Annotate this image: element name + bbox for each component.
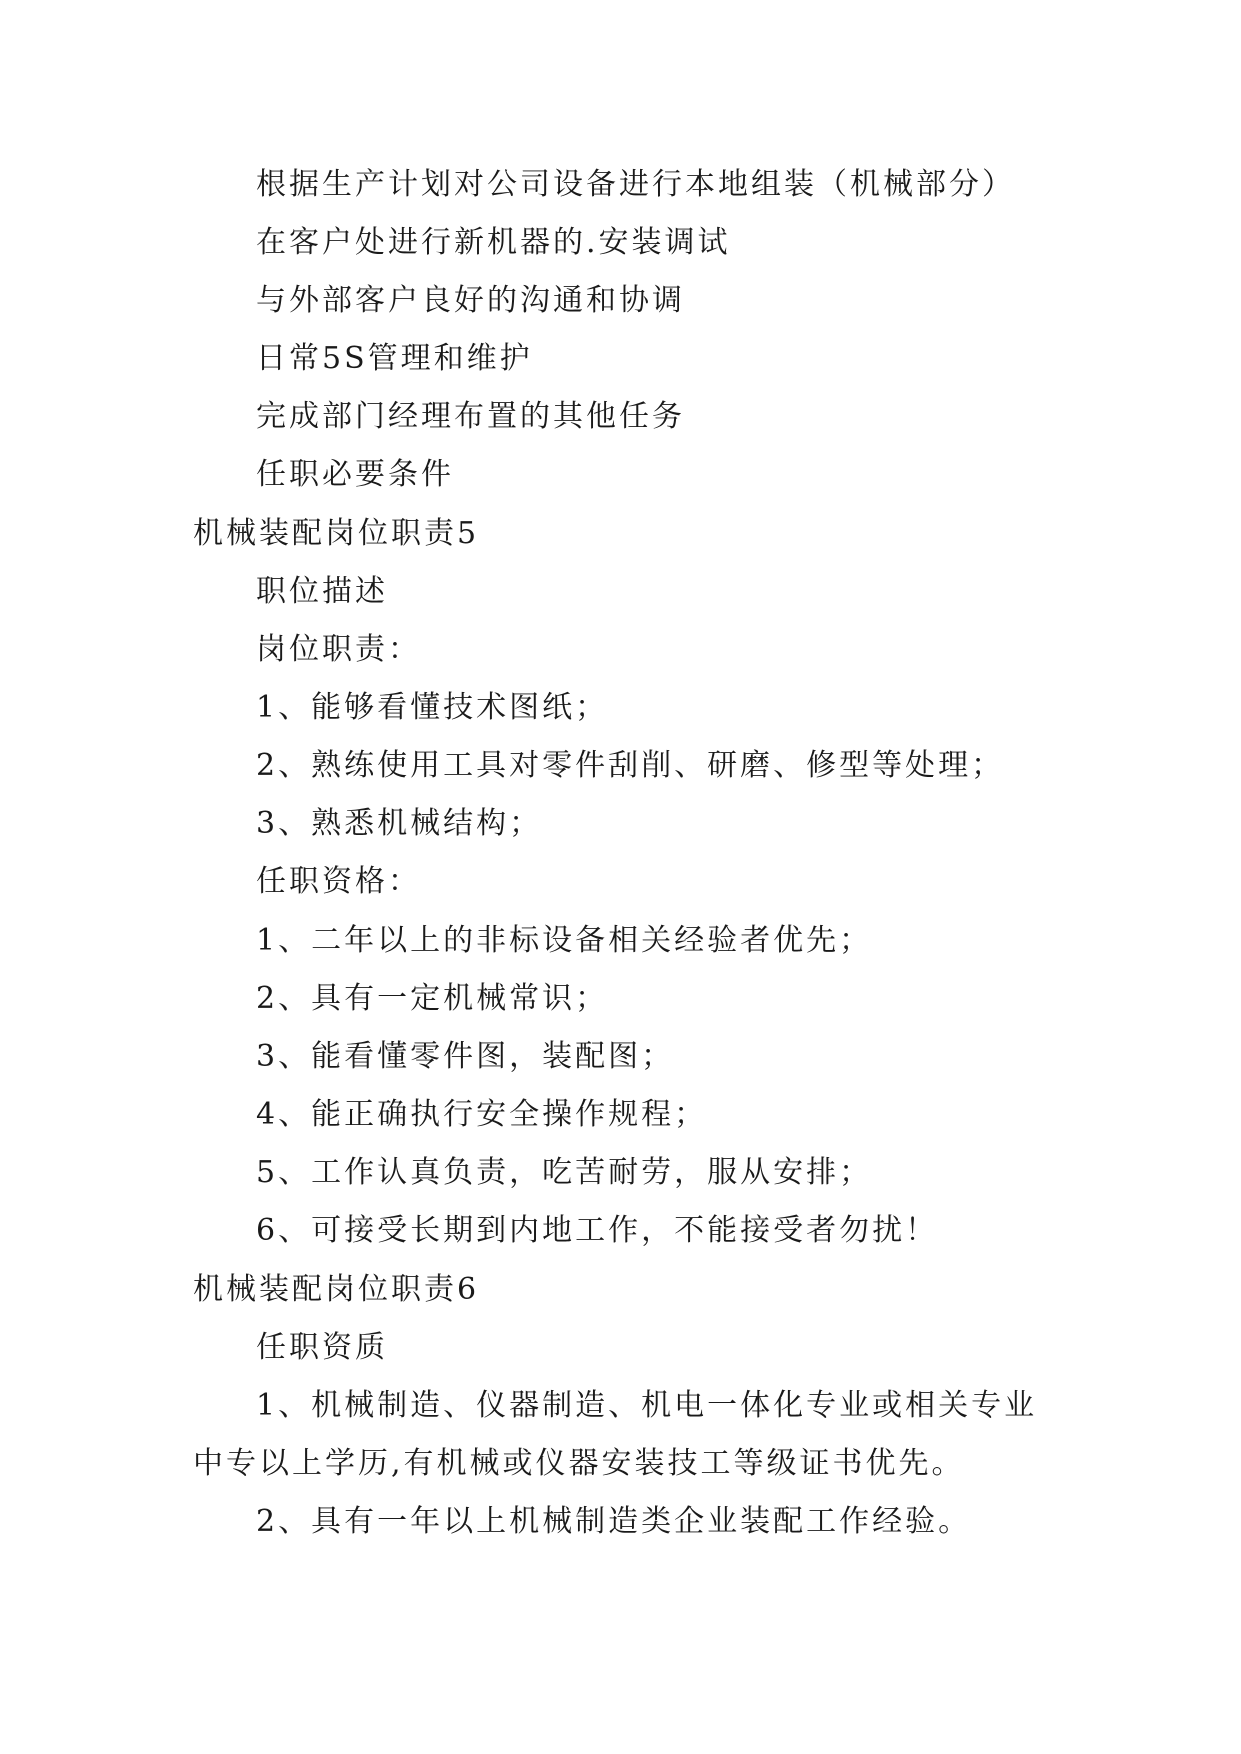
list-item: 2、具有一定机械常识； — [256, 981, 609, 1016]
paragraph-line: 与外部客户良好的沟通和协调 — [256, 283, 685, 318]
list-item: 5、工作认真负责，吃苦耐劳，服从安排； — [256, 1155, 873, 1190]
paragraph-line: 任职资质 — [256, 1330, 388, 1365]
paragraph-line: 根据生产计划对公司设备进行本地组装（机械部分） — [256, 167, 1015, 202]
paragraph-line: 任职资格： — [256, 864, 421, 899]
section-heading: 机械装配岗位职责5 — [193, 516, 480, 551]
paragraph-line: 完成部门经理布置的其他任务 — [256, 399, 685, 434]
list-item: 2、具有一年以上机械制造类企业装配工作经验。 — [256, 1504, 972, 1539]
paragraph-line: 岗位职责： — [256, 632, 421, 667]
paragraph-line: 任职必要条件 — [256, 457, 454, 492]
paragraph-line: 在客户处进行新机器的.安装调试 — [256, 225, 731, 260]
list-item: 1、机械制造、仪器制造、机电一体化专业或相关专业 — [256, 1388, 1038, 1423]
list-item: 4、能正确执行安全操作规程； — [256, 1097, 708, 1132]
list-item: 1、二年以上的非标设备相关经验者优先； — [256, 923, 873, 958]
list-item: 2、熟练使用工具对零件刮削、研磨、修型等处理； — [256, 748, 1005, 783]
list-item-continuation: 中专以上学历,有机械或仪器安装技工等级证书优先。 — [193, 1446, 965, 1481]
list-item: 3、熟悉机械结构； — [256, 806, 543, 841]
paragraph-line: 职位描述 — [256, 574, 388, 609]
list-item: 6、可接受长期到内地工作，不能接受者勿扰！ — [256, 1213, 939, 1248]
section-heading: 机械装配岗位职责6 — [193, 1272, 480, 1307]
list-item: 1、能够看懂技术图纸； — [256, 690, 609, 725]
list-item: 3、能看懂零件图，装配图； — [256, 1039, 675, 1074]
paragraph-line: 日常5S管理和维护 — [256, 341, 533, 376]
